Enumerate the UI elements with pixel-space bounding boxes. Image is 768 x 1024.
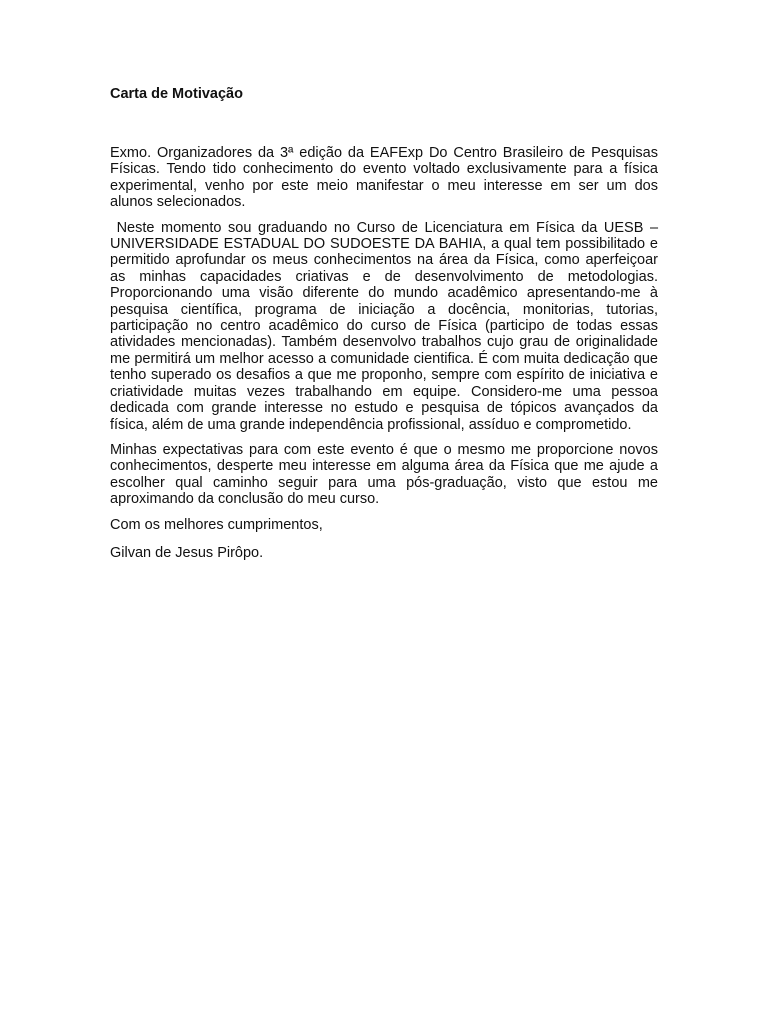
letter-page [110,84,663,561]
paragraph-background: Neste momento sou graduando no Curso de Licenciatura em Física da UESB – UNIVERSIDADE ESTADUAL DO SUDOESTE DA BAHIA, a qual tem possibilitado e permitido aprofundar os meus conhecimentos na área da Física, como aperfeiçoar as minhas capacidades criativas e de desenvolvimento de metodologias. Proporcionando uma visão diferente do mundo acadêmico apresentando-me à pesquisa científica, programa de iniciação a docência, monitorias, tutorias, participação no centro acadêmico do curso de Física (participo de todas essas atividades mencionadas). Também desenvolvo trabalhos cujo grau de originalidade me permitirá um melhor acesso a comunidade cientifica. É com muita dedicação que tenho superado os desafios a que me proponho, sempre com espírito de iniciativa e criatividade muitas vezes trabalhando em equipe. Considero-me uma pessoa dedicada com grande interesse no estudo e pesquisa de tópicos avançados da física, além de uma grande independência profissional, assíduo e comprometido. [110,219,663,433]
letter-signature: Gilvan de Jesus Pirôpo. [110,544,264,561]
paragraph-expectations: Minhas expectativas para com este evento é que o mesmo me proporcione novos conhecimentos, desperte meu interesse em alguma área da Física que me ajude a escolher qual caminho seguir para uma pós-graduação, visto que estou me aproximando da conclusão do meu curso. [110,441,658,508]
paragraph-greeting: Exmo. Organizadores da 3ª edição da EAFExp Do Centro Brasileiro de Pesquisas Físicas. Tendo tido conhecimento do evento voltado exclusivamente para a física experimental, venho por este meio manifestar o meu interesse em ser um dos alunos selecionados. [110,145,658,211]
letter-closing: Com os melhores cumprimentos, [110,516,323,533]
letter-title: Carta de Motivação [110,86,243,102]
letter-body [110,145,663,561]
